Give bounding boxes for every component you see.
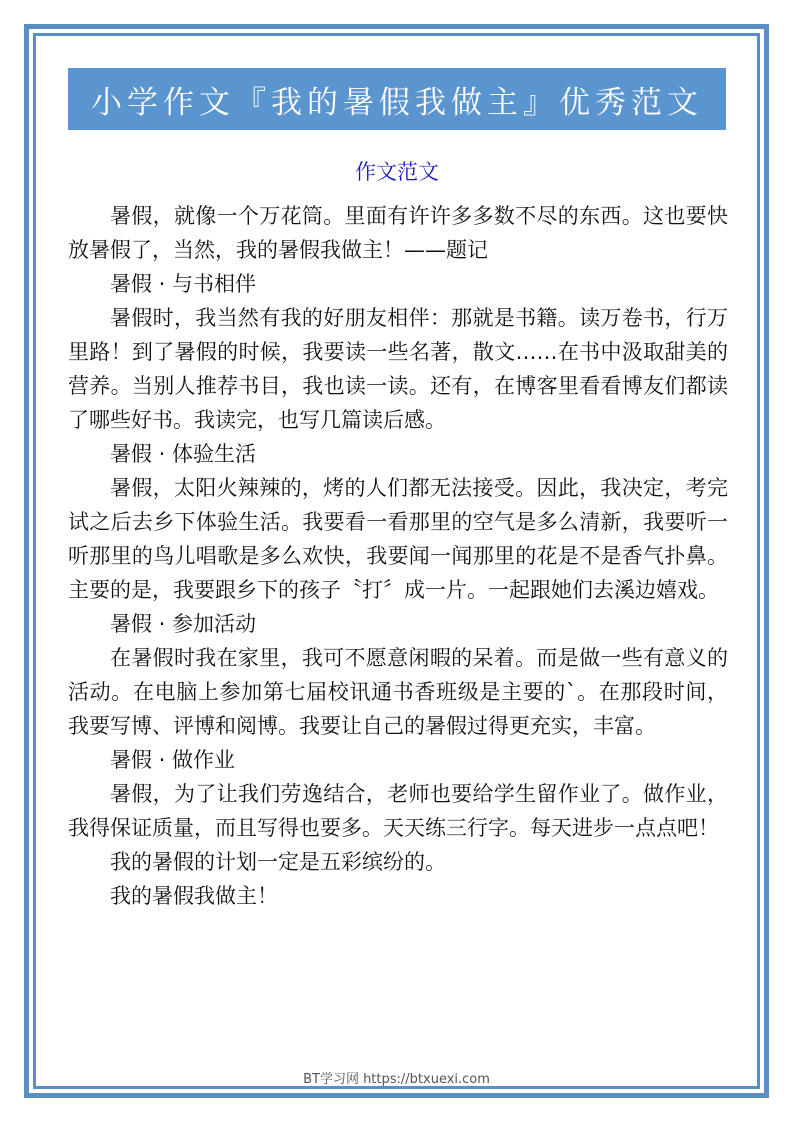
document-title-banner <box>68 68 726 130</box>
paragraph-life: 暑假，太阳火辣辣的，烤的人们都无法接受。因此，我决定，考完试之后去乡下体验生活。我要看一看那里的空气是多么清新，我要听一听那里的鸟儿唱歌是多么欢快，我要闻一闻那里的花是不是香气扑鼻。主要的是，我要跟乡下的孩子〝打〞成一片。一起跟她们去溪边嬉戏。 <box>68 476 728 602</box>
paragraph-intro: 暑假，就像一个万花筒。里面有许许多多数不尽的东西。这也要快放暑假了，当然，我的暑假我做主！——题记 <box>68 204 728 262</box>
essay-body <box>68 199 728 913</box>
footer-watermark: BT学习网 https://btxuexi.com <box>303 1072 490 1087</box>
paragraph-activities: 在暑假时我在家里，我可不愿意闲暇的呆着。而是做一些有意义的活动。在电脑上参加第七届校讯通书香班级是主要的`。在那段时间，我要写博、评博和阅博。我要让自己的暑假过得更充实，丰富。 <box>68 646 728 738</box>
section-heading-books: 暑假 · 与书相伴 <box>110 272 257 296</box>
document-subtitle: 作文范文 <box>355 160 439 184</box>
section-heading-life: 暑假 · 体验生活 <box>110 442 257 466</box>
section-heading-activities: 暑假 · 参加活动 <box>110 612 257 636</box>
paragraph-homework: 暑假，为了让我们劳逸结合，老师也要给学生留作业了。做作业，我得保证质量，而且写得也要多。天天练三行字。每天进步一点点吧！ <box>68 782 728 840</box>
document-title: 小学作文『我的暑假我做主』优秀范文 <box>91 84 703 121</box>
paragraph-books: 暑假时，我当然有我的好朋友相伴：那就是书籍。读万卷书，行万里路！到了暑假的时候，我要读一些名著，散文……在书中汲取甜美的营养。当别人推荐书目，我也读一读。还有，在博客里看看博友们都读了哪些好书。我读完，也写几篇读后感。 <box>68 306 728 432</box>
section-heading-homework: 暑假 · 做作业 <box>110 748 236 772</box>
paragraph-plan: 我的暑假的计划一定是五彩缤纷的。 <box>110 850 446 874</box>
paragraph-closing: 我的暑假我做主！ <box>110 884 278 908</box>
